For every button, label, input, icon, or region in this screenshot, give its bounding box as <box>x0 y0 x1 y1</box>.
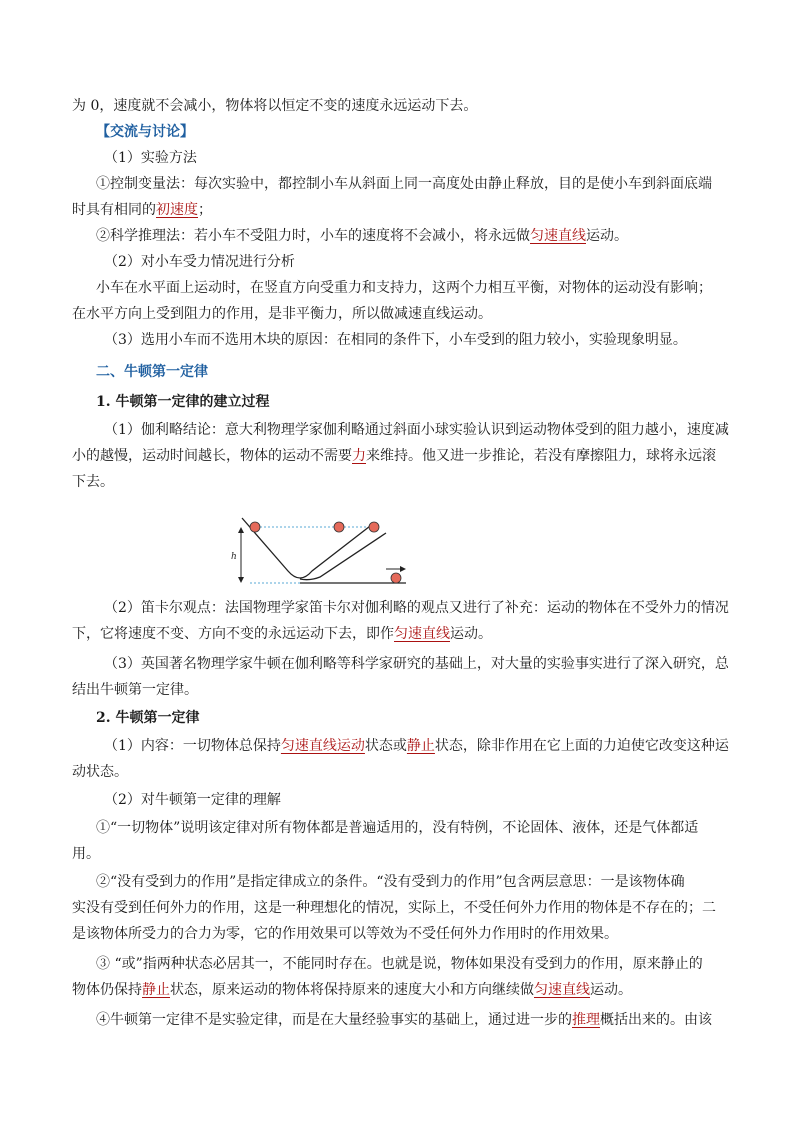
ball-start <box>250 522 260 532</box>
shallow-incline-track <box>300 533 386 580</box>
text-span: 运动。 <box>450 626 492 642</box>
subheading-first-law: 2. 牛顿第一定律 <box>96 710 200 726</box>
paragraph-line <box>104 736 729 756</box>
text-span: ②科学推理法：若小车不受阻力时，小车的速度将不会减小，将永远做 <box>96 228 530 244</box>
answer-blank: 力 <box>352 448 366 464</box>
subheading-force-analysis: （2）对小车受力情况进行分析 <box>104 254 295 270</box>
height-arrow-head-top <box>238 527 244 533</box>
paragraph-line <box>96 1010 712 1030</box>
ball-steep-incline <box>334 522 344 532</box>
text-span: 状态，除非作用在它上面的力迫使它改变这种运 <box>434 738 729 754</box>
text-span: 概括出来的。由该 <box>600 1012 712 1028</box>
subheading-understanding: （2）对牛顿第一定律的理解 <box>104 792 281 808</box>
paragraph-line: （3）选用小车而不选用木块的原因：在相同的条件下，小车受到的阻力较小，实验现象明显。 <box>104 332 687 348</box>
text-span: （1）内容：一切物体总保持 <box>104 738 281 754</box>
answer-blank: 初速度 <box>156 202 198 218</box>
paragraph-line: （2）笛卡尔观点：法国物理学家笛卡尔对伽利略的观点又进行了补充：运动的物体在不受外力的情况 <box>104 600 729 616</box>
paragraph-line: ②“没有受到力的作用”是指定律成立的条件。“没有受到力的作用”包含两层意思：一是该物体确 <box>96 874 685 890</box>
paragraph-line: ①“一切物体”说明该定律对所有物体都是普遍适用的，没有特例，不论固体、液体，还是气体都适 <box>96 820 699 836</box>
paragraph-line: （3）英国著名物理学家牛顿在伽利略等科学家研究的基础上，对大量的实验事实进行了深入研究，总 <box>104 656 729 672</box>
paragraph-line: 结出牛顿第一定律。 <box>72 682 198 698</box>
section-heading-newton-first-law: 二、牛顿第一定律 <box>96 364 208 380</box>
text-span: 运动。 <box>590 982 632 998</box>
paragraph-line <box>96 226 628 246</box>
paragraph-line: ①控制变量法：每次实验中，都控制小车从斜面上同一高度处由静止释放，目的是使小车到斜面底端 <box>96 176 712 192</box>
text-span: 来维持。他又进一步推论，若没有摩擦阻力，球将永远滚 <box>366 448 716 464</box>
answer-blank: 匀速直线 <box>534 982 590 998</box>
text-span: ； <box>198 202 212 218</box>
paragraph-line: 为 0，速度就不会减小，物体将以恒定不变的速度永远运动下去。 <box>72 98 478 114</box>
paragraph-line: 动状态。 <box>72 764 128 780</box>
text-span: 小的越慢，运动时间越长，物体的运动不需要 <box>72 448 352 464</box>
galileo-incline-diagram <box>228 515 408 593</box>
text-span: 时具有相同的 <box>72 202 156 218</box>
text-span: 运动。 <box>586 228 628 244</box>
paragraph-line: 小车在水平面上运动时，在竖直方向受重力和支持力，这两个力相互平衡，对物体的运动没有影响； <box>96 280 712 296</box>
paragraph-line: 实没有受到任何外力的作用，这是一种理想化的情况，实际上，不受任何外力作用的物体是不存在的；二 <box>72 900 716 916</box>
text-span: 状态，原来运动的物体将保持原来的速度大小和方向继续做 <box>170 982 534 998</box>
paragraph-line: 下去。 <box>72 474 114 490</box>
subheading-establishment: 1. 牛顿第一定律的建立过程 <box>96 394 270 410</box>
ball-horizontal <box>391 573 401 583</box>
answer-blank: 静止 <box>142 982 170 998</box>
answer-blank: 静止 <box>406 738 435 754</box>
section-heading-discussion: 【交流与讨论】 <box>96 124 194 140</box>
text-span: ④牛顿第一定律不是实验定律，而是在大量经验事实的基础上，通过进一步的 <box>96 1012 572 1028</box>
paragraph-line <box>72 446 716 466</box>
subheading-method: （1）实验方法 <box>104 150 197 166</box>
paragraph-line: （1）伽利略结论：意大利物理学家伽利略通过斜面小球实验认识到运动物体受到的阻力越小，速度减 <box>104 422 729 438</box>
paragraph-line: 用。 <box>72 846 100 862</box>
paragraph-line: 在水平方向上受到阻力的作用，是非平衡力，所以做减速直线运动。 <box>72 306 492 322</box>
height-label: h <box>231 552 237 562</box>
paragraph-line <box>72 200 212 220</box>
answer-blank: 匀速直线 <box>394 626 450 642</box>
ball-shallow-incline <box>369 522 379 532</box>
height-arrow-head-bottom <box>238 577 244 583</box>
paragraph-line <box>72 980 632 1000</box>
text-span: 下，它将速度不变、方向不变的永远运动下去，即作 <box>72 626 394 642</box>
text-span: 状态或 <box>364 738 407 754</box>
paragraph-line: 是该物体所受力的合力为零，它的作用效果可以等效为不受任何外力作用时的作用效果。 <box>72 926 618 942</box>
answer-blank: 推理 <box>572 1012 600 1028</box>
paragraph-line <box>72 624 492 644</box>
text-span: 物体仍保持 <box>72 982 142 998</box>
paragraph-line: ③ “或”指两种状态必居其一，不能同时存在。也就是说，物体如果没有受到力的作用，原来静止的 <box>96 956 703 972</box>
answer-blank: 匀速直线运动 <box>280 738 365 754</box>
answer-blank: 匀速直线 <box>530 228 586 244</box>
motion-arrow-head <box>400 566 406 572</box>
